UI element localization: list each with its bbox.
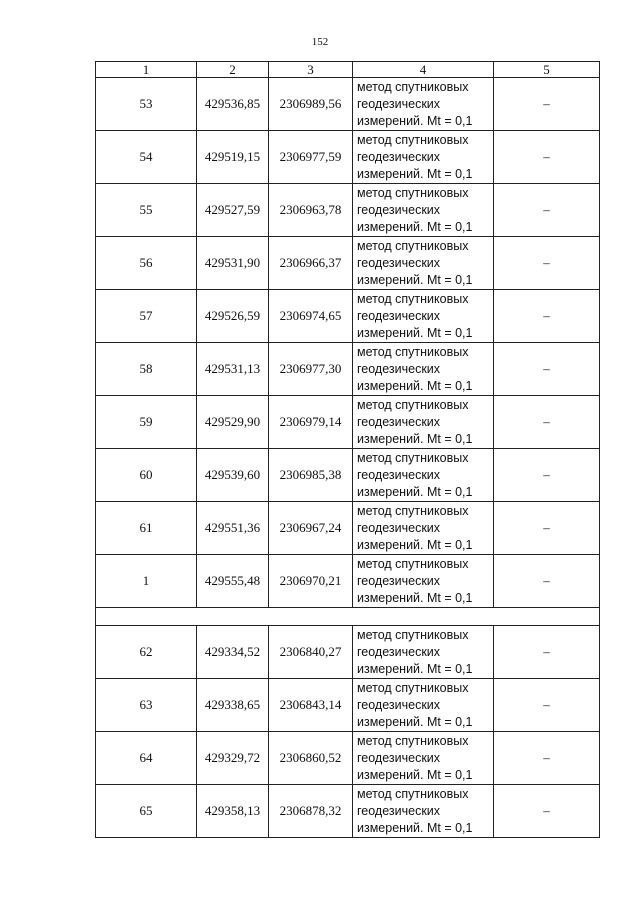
x-coordinate-cell: 429338,65 (197, 679, 269, 732)
method-cell (353, 78, 494, 131)
table-header-row (96, 62, 600, 78)
y-coordinate-cell: 2306985,38 (269, 449, 353, 502)
y-coordinate-cell: 2306840,27 (269, 626, 353, 679)
point-number-cell: 59 (96, 396, 197, 449)
x-coordinate-cell: 429531,13 (197, 343, 269, 396)
x-coordinate-cell: 429358,13 (197, 785, 269, 838)
table-row (96, 626, 600, 679)
table-row (96, 732, 600, 785)
method-line: геодезических (357, 750, 441, 765)
x-coordinate-cell: 429555,48 (197, 555, 269, 608)
y-coordinate-cell: 2306967,24 (269, 502, 353, 555)
method-line: метод спутниковых (357, 238, 469, 253)
method-line: метод спутниковых (357, 397, 469, 412)
method-line: измерений. Mt = 0,1 (357, 219, 473, 234)
table-row (96, 449, 600, 502)
note-cell: – (494, 290, 600, 343)
method-line: метод спутниковых (357, 733, 469, 748)
method-line: измерений. Mt = 0,1 (357, 714, 473, 729)
table-row (96, 343, 600, 396)
separator-row (96, 608, 600, 626)
method-line: геодезических (357, 414, 441, 429)
note-cell: – (494, 237, 600, 290)
x-coordinate-cell: 429551,36 (197, 502, 269, 555)
y-coordinate-cell: 2306977,30 (269, 343, 353, 396)
y-coordinate-cell: 2306843,14 (269, 679, 353, 732)
method-cell (353, 131, 494, 184)
method-cell (353, 396, 494, 449)
method-line: геодезических (357, 573, 441, 588)
note-cell: – (494, 502, 600, 555)
table-row (96, 131, 600, 184)
table-row (96, 555, 600, 608)
method-line: метод спутниковых (357, 627, 469, 642)
method-line: измерений. Mt = 0,1 (357, 767, 473, 782)
column-header-4: 4 (353, 62, 494, 78)
point-number-cell: 56 (96, 237, 197, 290)
table-row (96, 184, 600, 237)
table-row (96, 78, 600, 131)
x-coordinate-cell: 429539,60 (197, 449, 269, 502)
table-body (96, 78, 600, 838)
column-header-2: 2 (197, 62, 269, 78)
method-line: геодезических (357, 467, 441, 482)
method-line: измерений. Mt = 0,1 (357, 484, 473, 499)
point-number-cell: 61 (96, 502, 197, 555)
point-number-cell: 54 (96, 131, 197, 184)
method-line: измерений. Mt = 0,1 (357, 590, 473, 605)
y-coordinate-cell: 2306878,32 (269, 785, 353, 838)
method-line: геодезических (357, 96, 441, 111)
x-coordinate-cell: 429531,90 (197, 237, 269, 290)
point-number-cell: 63 (96, 679, 197, 732)
x-coordinate-cell: 429329,72 (197, 732, 269, 785)
method-line: геодезических (357, 644, 441, 659)
method-line: метод спутниковых (357, 185, 469, 200)
method-line: метод спутниковых (357, 786, 469, 801)
method-line: метод спутниковых (357, 344, 469, 359)
method-cell (353, 184, 494, 237)
note-cell: – (494, 785, 600, 838)
note-cell: – (494, 396, 600, 449)
method-line: измерений. Mt = 0,1 (357, 272, 473, 287)
table-row (96, 502, 600, 555)
method-line: метод спутниковых (357, 503, 469, 518)
method-cell (353, 626, 494, 679)
method-cell (353, 343, 494, 396)
method-line: метод спутниковых (357, 450, 469, 465)
note-cell: – (494, 732, 600, 785)
method-line: измерений. Mt = 0,1 (357, 325, 473, 340)
table-row (96, 396, 600, 449)
method-line: метод спутниковых (357, 132, 469, 147)
method-cell (353, 732, 494, 785)
y-coordinate-cell: 2306977,59 (269, 131, 353, 184)
method-line: геодезических (357, 149, 441, 164)
column-header-1: 1 (96, 62, 197, 78)
y-coordinate-cell: 2306860,52 (269, 732, 353, 785)
method-line: метод спутниковых (357, 556, 469, 571)
y-coordinate-cell: 2306974,65 (269, 290, 353, 343)
separator-cell (96, 608, 600, 626)
method-line: измерений. Mt = 0,1 (357, 537, 473, 552)
y-coordinate-cell: 2306979,14 (269, 396, 353, 449)
note-cell: – (494, 449, 600, 502)
method-cell (353, 785, 494, 838)
point-number-cell: 1 (96, 555, 197, 608)
point-number-cell: 58 (96, 343, 197, 396)
column-header-5: 5 (494, 62, 600, 78)
x-coordinate-cell: 429529,90 (197, 396, 269, 449)
point-number-cell: 62 (96, 626, 197, 679)
method-line: метод спутниковых (357, 79, 469, 94)
method-line: геодезических (357, 803, 441, 818)
method-cell (353, 237, 494, 290)
point-number-cell: 55 (96, 184, 197, 237)
method-line: геодезических (357, 202, 441, 217)
coordinates-table (95, 61, 600, 838)
method-line: измерений. Mt = 0,1 (357, 431, 473, 446)
note-cell: – (494, 131, 600, 184)
method-cell (353, 679, 494, 732)
method-line: геодезических (357, 255, 441, 270)
method-line: геодезических (357, 697, 441, 712)
method-cell (353, 449, 494, 502)
y-coordinate-cell: 2306963,78 (269, 184, 353, 237)
method-line: геодезических (357, 361, 441, 376)
y-coordinate-cell: 2306970,21 (269, 555, 353, 608)
page-number: 152 (311, 36, 329, 48)
point-number-cell: 60 (96, 449, 197, 502)
note-cell: – (494, 78, 600, 131)
table-row (96, 237, 600, 290)
method-line: геодезических (357, 308, 441, 323)
point-number-cell: 53 (96, 78, 197, 131)
y-coordinate-cell: 2306989,56 (269, 78, 353, 131)
point-number-cell: 65 (96, 785, 197, 838)
note-cell: – (494, 626, 600, 679)
method-cell (353, 555, 494, 608)
method-cell (353, 502, 494, 555)
method-line: измерений. Mt = 0,1 (357, 378, 473, 393)
method-line: измерений. Mt = 0,1 (357, 820, 473, 835)
method-line: метод спутниковых (357, 680, 469, 695)
x-coordinate-cell: 429519,15 (197, 131, 269, 184)
method-line: измерений. Mt = 0,1 (357, 166, 473, 181)
point-number-cell: 57 (96, 290, 197, 343)
table-row (96, 785, 600, 838)
note-cell: – (494, 555, 600, 608)
x-coordinate-cell: 429334,52 (197, 626, 269, 679)
x-coordinate-cell: 429536,85 (197, 78, 269, 131)
column-header-3: 3 (269, 62, 353, 78)
table-row (96, 290, 600, 343)
note-cell: – (494, 184, 600, 237)
method-line: геодезических (357, 520, 441, 535)
y-coordinate-cell: 2306966,37 (269, 237, 353, 290)
method-cell (353, 290, 494, 343)
method-line: измерений. Mt = 0,1 (357, 113, 473, 128)
method-line: метод спутниковых (357, 291, 469, 306)
note-cell: – (494, 679, 600, 732)
point-number-cell: 64 (96, 732, 197, 785)
note-cell: – (494, 343, 600, 396)
table-row (96, 679, 600, 732)
x-coordinate-cell: 429527,59 (197, 184, 269, 237)
x-coordinate-cell: 429526,59 (197, 290, 269, 343)
method-line: измерений. Mt = 0,1 (357, 661, 473, 676)
